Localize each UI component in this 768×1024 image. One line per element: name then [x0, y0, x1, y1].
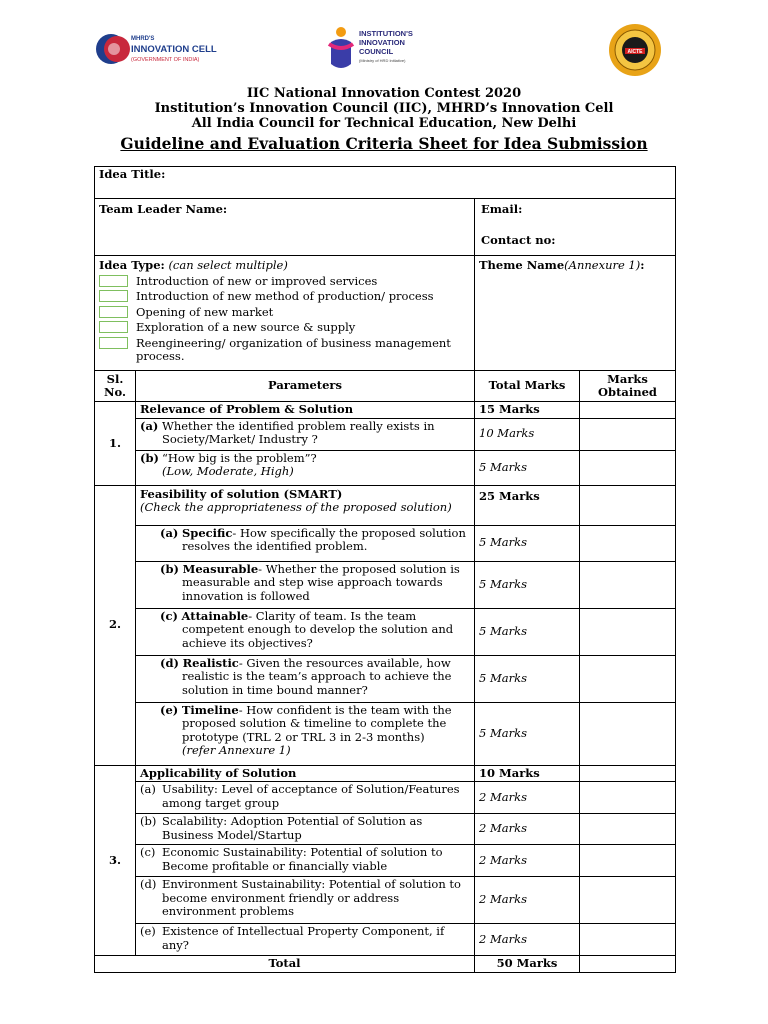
criterion-3e [136, 924, 475, 956]
criterion-marks: 5 Marks [475, 561, 580, 608]
marks-obtained-cell[interactable] [580, 608, 676, 655]
criterion-text: Economic Sustainability: Potential of solution to Become profitable or financially viable [162, 845, 443, 873]
idea-title-field[interactable] [95, 167, 676, 199]
criterion-marks: 2 Marks [475, 782, 580, 814]
criterion-text: Environment Sustainability: Potential of solution to become environment friendly or address environment problems [162, 877, 461, 918]
marks-obtained-cell[interactable] [580, 561, 676, 608]
section-3-heading: Applicability of Solution [136, 765, 475, 782]
idea-type-option-label: Opening of new market [136, 304, 274, 319]
iic-logo [325, 22, 445, 78]
header-line-2: Institution’s Innovation Council (IIC), MHRD’s Innovation Cell [154, 101, 614, 116]
email-label: Email: [481, 202, 523, 216]
criterion-key: (b) [160, 561, 179, 576]
checkbox[interactable] [99, 275, 128, 287]
table-row [95, 450, 676, 485]
table-row [95, 782, 676, 814]
idea-type-option [99, 290, 470, 304]
checkbox[interactable] [99, 321, 128, 333]
section-3-obtained[interactable] [580, 765, 676, 782]
section-2-number: 2. [95, 485, 136, 765]
mhrd-logo-line2: INNOVATION CELL [131, 44, 217, 55]
criterion-2b [136, 561, 475, 608]
checkbox[interactable] [99, 337, 128, 349]
theme-name-label: Theme Name [479, 258, 565, 272]
criterion-text: Usability: Level of acceptance of Solution/Features among target group [162, 782, 460, 810]
idea-type-option-label: Introduction of new method of production/ process [136, 289, 434, 303]
total-row [95, 956, 676, 973]
section-2-heading-cell [136, 485, 475, 525]
theme-name-note: (Annexure 1) [564, 258, 641, 272]
col-header-obtained: Marks Obtained [580, 371, 676, 402]
criterion-marks: 5 Marks [475, 655, 580, 702]
table-header-row [95, 371, 676, 402]
table-row [95, 655, 676, 702]
criterion-1b [136, 450, 475, 485]
criterion-marks: 2 Marks [475, 845, 580, 877]
idea-title-label: Idea Title: [99, 167, 166, 181]
theme-name-field[interactable] [475, 256, 676, 371]
marks-obtained-cell[interactable] [580, 924, 676, 956]
criterion-text: - How confident is the team with the proposed solution & timeline to complete the prototype (TRL 2 or TRL 3 in 2-3 months) [182, 702, 452, 744]
col-header-sl: Sl. No. [95, 371, 136, 402]
marks-obtained-cell[interactable] [580, 655, 676, 702]
table-row [95, 561, 676, 608]
table-row [95, 814, 676, 845]
checkbox[interactable] [99, 290, 128, 302]
team-leader-field[interactable] [95, 199, 475, 256]
table-row [95, 418, 676, 450]
checkbox[interactable] [99, 306, 128, 318]
criterion-text: Existence of Intellectual Property Component, if any? [162, 924, 445, 952]
criterion-label: Attainable [181, 608, 249, 623]
iic-logo-line1: INSTITUTION'S [359, 29, 413, 38]
idea-type-option [99, 306, 470, 320]
criterion-key: (d) [140, 877, 157, 891]
table-row [95, 877, 676, 924]
idea-type-option-label: Exploration of a new source & supply [136, 320, 356, 334]
section-1-heading-row [95, 402, 676, 419]
criterion-3a [136, 782, 475, 814]
criterion-text: - Given the resources available, how realistic is the team’s approach to achieve the solution in time bound manner? [182, 655, 452, 697]
criterion-marks: 5 Marks [475, 450, 580, 485]
aicte-logo-text: AICTE [627, 49, 643, 55]
criterion-key: (e) [140, 924, 156, 938]
criterion-2d [136, 655, 475, 702]
criterion-marks: 5 Marks [475, 608, 580, 655]
section-2-marks: 25 Marks [475, 485, 580, 525]
section-3-number: 3. [95, 765, 136, 956]
idea-type-option-label: Introduction of new or improved services [136, 273, 378, 288]
marks-obtained-cell[interactable] [580, 450, 676, 485]
criterion-marks: 2 Marks [475, 924, 580, 956]
criterion-3d [136, 877, 475, 924]
criterion-3b [136, 814, 475, 845]
criterion-2e [136, 702, 475, 765]
idea-title-row [95, 167, 676, 199]
criterion-2a [136, 525, 475, 561]
page-title: Guideline and Evaluation Criteria Sheet for Idea Submission [120, 134, 648, 153]
section-1-heading: Relevance of Problem & Solution [136, 402, 475, 419]
marks-obtained-cell[interactable] [580, 782, 676, 814]
section-2-note: (Check the appropriateness of the proposed solution) [140, 500, 452, 514]
marks-obtained-cell[interactable] [580, 877, 676, 924]
aicte-logo [607, 22, 663, 78]
criterion-text: Whether the identified problem really exists in Society/Market/ Industry ? [162, 418, 435, 446]
team-leader-row [95, 199, 676, 256]
criterion-key: (c) [140, 845, 156, 859]
total-label: Total [95, 956, 475, 973]
criterion-label: Timeline [181, 702, 239, 717]
table-row [95, 525, 676, 561]
marks-obtained-cell[interactable] [580, 845, 676, 877]
criterion-key: (c) [160, 608, 178, 623]
mhrd-logo-line3: (GOVERNMENT OF INDIA) [131, 57, 200, 63]
col-header-parameters: Parameters [136, 371, 475, 402]
total-obtained[interactable] [580, 956, 676, 973]
section-1-obtained[interactable] [580, 402, 676, 419]
iic-logo-line4: (Ministry of HRD Initiative) [359, 58, 406, 63]
criterion-key: (a) [140, 782, 156, 796]
header-line-3: All India Council for Technical Education, New Delhi [191, 116, 577, 131]
marks-obtained-cell[interactable] [580, 418, 676, 450]
criterion-key: (b) [140, 814, 157, 828]
contact-field[interactable] [475, 199, 676, 256]
criterion-label: Measurable [182, 561, 259, 576]
total-marks: 50 Marks [475, 956, 580, 973]
marks-obtained-cell[interactable] [580, 525, 676, 561]
section-1-marks: 15 Marks [475, 402, 580, 419]
criterion-3c [136, 845, 475, 877]
section-3-marks: 10 Marks [475, 765, 580, 782]
criterion-key: (a) [140, 418, 159, 433]
criterion-2c [136, 608, 475, 655]
section-2-heading-row [95, 485, 676, 525]
criterion-text: Scalability: Adoption Potential of Solution as Business Model/Startup [162, 814, 423, 842]
idea-type-option [99, 337, 470, 364]
criterion-marks: 2 Marks [475, 877, 580, 924]
criterion-key: (a) [160, 525, 179, 540]
section-2-obtained[interactable] [580, 485, 676, 525]
criterion-1a [136, 418, 475, 450]
section-2-heading: Feasibility of solution (SMART) [140, 486, 343, 501]
theme-name-colon: : [640, 258, 645, 272]
marks-obtained-cell[interactable] [580, 814, 676, 845]
header-line-1: IIC National Innovation Contest 2020 [246, 86, 522, 101]
idea-type-option [99, 275, 470, 289]
criterion-marks: 5 Marks [475, 702, 580, 765]
idea-type-option-label: Reengineering/ organization of business management process. [136, 335, 451, 363]
table-row [95, 702, 676, 765]
criterion-label: Specific [182, 525, 233, 540]
criterion-marks: 5 Marks [475, 525, 580, 561]
criterion-text: - Whether the proposed solution is measurable and step wise approach towards innovation is followed [182, 561, 460, 603]
evaluation-sheet [94, 166, 676, 973]
mhrd-logo-line1: MHRD'S [131, 36, 155, 42]
criterion-key: (b) [140, 450, 159, 465]
mhrd-innovation-cell-logo [93, 28, 233, 70]
page-header [0, 86, 768, 154]
marks-obtained-cell[interactable] [580, 702, 676, 765]
criterion-text: - Clarity of team. Is the team competent enough to develop the solution and achieve its objectives? [182, 608, 454, 650]
table-row [95, 924, 676, 956]
criterion-note: (refer Annexure 1) [182, 743, 291, 757]
idea-type-label: Idea Type: [99, 258, 165, 272]
contact-label: Contact no: [481, 232, 556, 247]
criterion-marks: 10 Marks [475, 418, 580, 450]
criterion-key: (e) [160, 702, 179, 717]
idea-type-row [95, 256, 676, 371]
idea-type-cell [95, 256, 475, 371]
team-leader-label: Team Leader Name: [99, 202, 228, 216]
criterion-note: (Low, Moderate, High) [162, 464, 294, 478]
section-1-number: 1. [95, 402, 136, 486]
col-header-total: Total Marks [475, 371, 580, 402]
idea-type-option [99, 321, 470, 335]
table-row [95, 608, 676, 655]
logo-bar [0, 22, 768, 82]
idea-type-note: (can select multiple) [168, 258, 288, 272]
criterion-label: Realistic [182, 655, 239, 670]
criterion-text: “How big is the problem”? [162, 450, 317, 465]
iic-logo-line3: COUNCIL [359, 47, 394, 56]
criterion-key: (d) [160, 655, 179, 670]
section-3-heading-row [95, 765, 676, 782]
iic-logo-line2: INNOVATION [359, 38, 405, 47]
criterion-text: - How specifically the proposed solution resolves the identified problem. [182, 525, 466, 553]
criterion-marks: 2 Marks [475, 814, 580, 845]
table-row [95, 845, 676, 877]
